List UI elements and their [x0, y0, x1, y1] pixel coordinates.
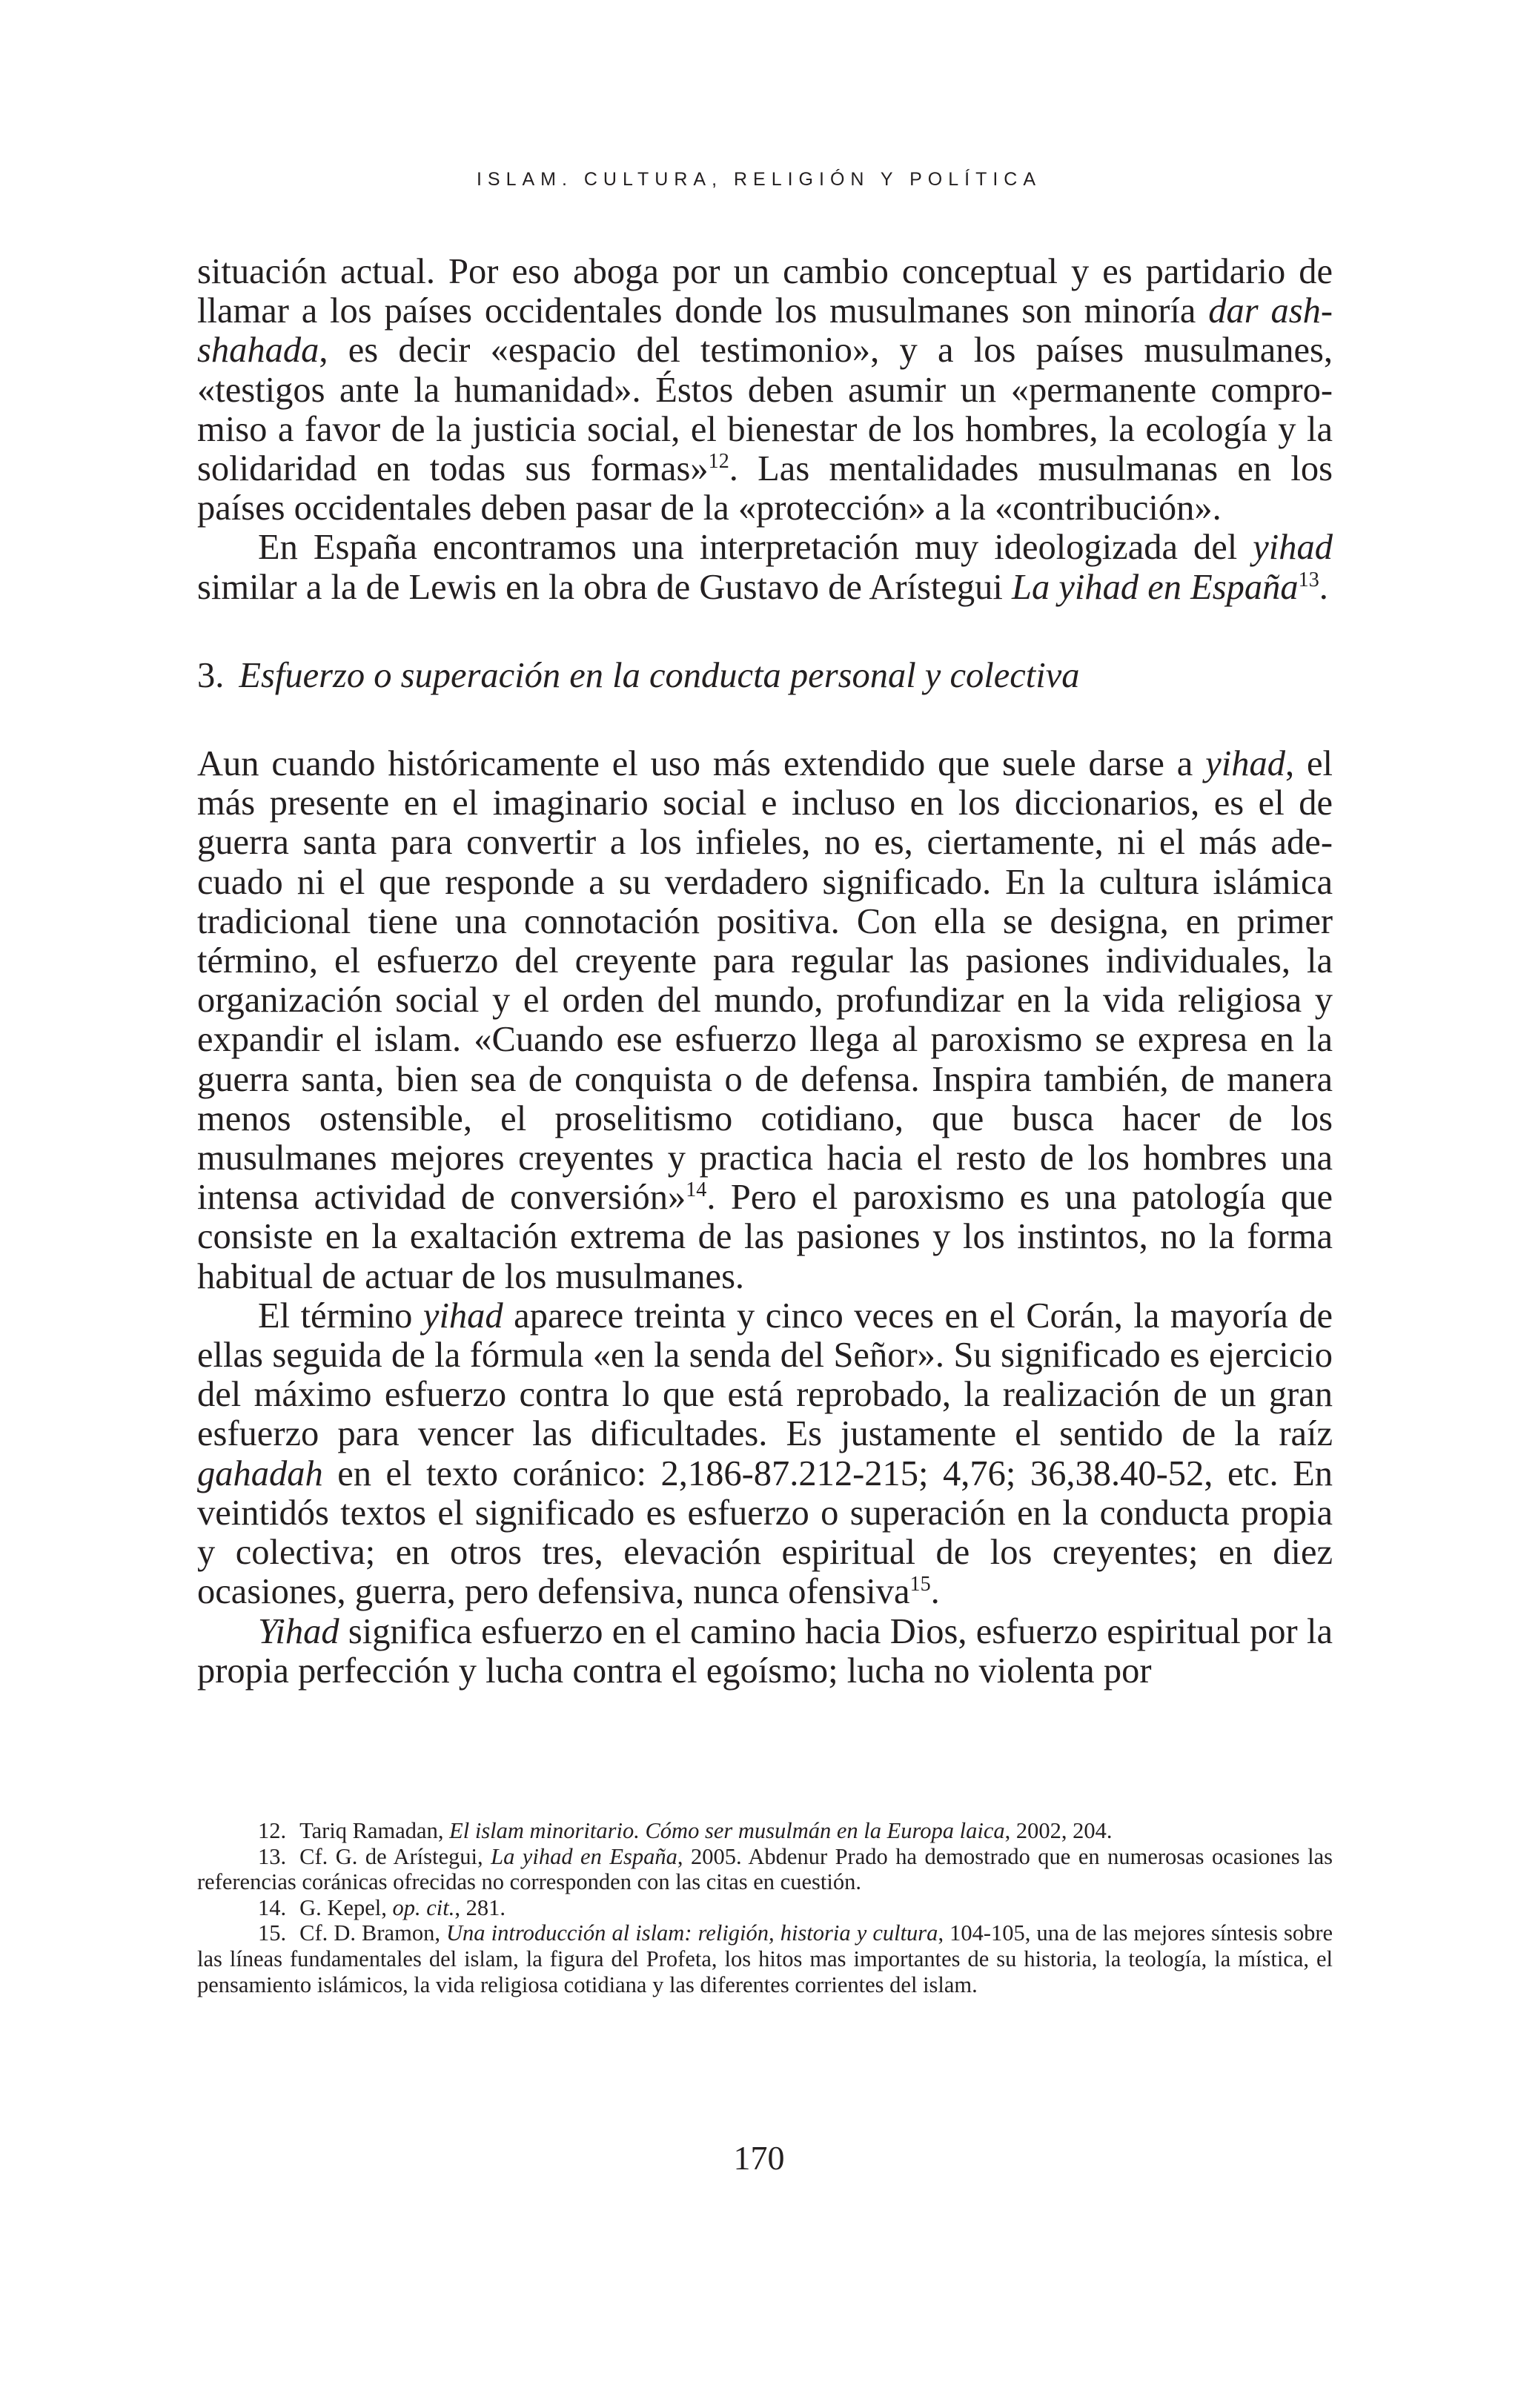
- italic-term: Yihad: [258, 1611, 339, 1651]
- book-title: La yihad en España: [1012, 567, 1299, 607]
- book-title: Una introducción al islam: religión, historia y cultura: [446, 1920, 938, 1946]
- text-run: Aun cuando históricamente el uso más extendido que suele darse a: [197, 744, 1206, 784]
- text-run: , 281.: [454, 1894, 506, 1920]
- text-run: situación actual. Por eso aboga por un cambio conceptual y es partidario de llamar a los países occidentales donde los musulmanes son minoría: [197, 252, 1333, 331]
- footnote-ref-12[interactable]: 12: [708, 449, 729, 473]
- italic-term: gahadah: [197, 1453, 323, 1493]
- main-text: [197, 252, 1333, 1691]
- section-number: 3.: [197, 655, 225, 695]
- text-run: Cf. G. de Arístegui,: [299, 1843, 491, 1869]
- book-title: La yihad en España: [491, 1843, 677, 1869]
- section-heading: [197, 656, 1333, 695]
- italic-term: yihad: [1205, 744, 1285, 784]
- paragraph-2: [197, 528, 1333, 606]
- text-run: . Pero el paroxismo es una patología que consiste en la exaltación extrema de las pasiones y los instintos, no la forma habitual de actuar de los musulmanes.: [197, 1178, 1333, 1296]
- footnote-15: [197, 1920, 1333, 1997]
- footnote-ref-13[interactable]: 13: [1298, 568, 1319, 591]
- paragraph-4: [197, 1296, 1333, 1612]
- text-run: significa esfuerzo en el camino hacia Dios, esfuerzo espiritual por la propia perfección y lucha contra el egoísmo; lucha no violenta por: [197, 1611, 1333, 1691]
- footnote-14: [197, 1895, 1333, 1921]
- text-run: similar a la de Lewis en la obra de Gustavo de Arístegui: [197, 567, 1012, 607]
- text-run: , 104-105, una de las mejores síntesis sobre las líneas fundamentales del islam, la figura del Profeta, los hitos mas importantes de su historia, la teología, la mística, el pensamiento islámicos, la vida religiosa cotidiana y las diferentes corrientes del islam.: [197, 1920, 1333, 1997]
- footnote-number: 14.: [258, 1894, 287, 1920]
- footnote-ref-15[interactable]: 15: [909, 1573, 931, 1596]
- italic-term: yihad: [422, 1296, 503, 1336]
- text-run: En España encontramos una interpretación muy ideologizada del: [258, 528, 1253, 568]
- text-run: , es decir «espacio del testimonio», y a los países musulmanes, «testigos ante la humanidad». Éstos deben asumir un «permanente compromiso a favor de la justicia social, el bienestar de los hombres, la ecología y la solidaridad en todas sus formas»: [197, 331, 1333, 489]
- text-run: . Las mentalidades musulmanas en los países occidentales deben pasar de la «protección» a la «contribución».: [197, 449, 1333, 528]
- text-run: aparece treinta y cinco veces en el Corán, la mayoría de ellas seguida de la fórmula «en la senda del Señor». Su significado es ejercicio del máximo esfuerzo contra lo que está reprobado, la realización de un gran esfuerzo para vencer las dificultades. Es justamente el sentido de la raíz: [197, 1296, 1333, 1454]
- paragraph-3: [197, 744, 1333, 1296]
- book-title: El islam minoritario. Cómo ser musulmán en la Europa laica: [449, 1818, 1005, 1843]
- italic-term: dar ash-shahada: [197, 291, 1333, 371]
- italic-term: op. cit.: [392, 1894, 455, 1920]
- footnote-number: 12.: [258, 1818, 287, 1843]
- text-run: Cf. D. Bramon,: [299, 1920, 447, 1946]
- paragraph-1: [197, 252, 1333, 528]
- text-run: Tariq Ramadan,: [299, 1818, 450, 1843]
- footnote-12: [197, 1818, 1333, 1844]
- text-run: G. Kepel,: [299, 1894, 393, 1920]
- footnote-number: 15.: [258, 1920, 287, 1946]
- text-run: El término: [258, 1296, 423, 1336]
- paragraph-5: [197, 1612, 1333, 1691]
- text-run: en el texto coránico: 2,186-87.212-215; 4,76; 36,38.40-52, etc. En veintidós textos el significado es esfuerzo o superación en la conducta propia y colectiva; en otros tres, elevación espiritual de los creyentes; en diez ocasiones, guerra, pero defensiva, nunca ofensiva: [197, 1453, 1333, 1612]
- section-title: Esfuerzo o superación en la conducta personal y colectiva: [239, 655, 1080, 695]
- text-run: , 2002, 204.: [1004, 1818, 1113, 1843]
- footnote-13: [197, 1844, 1333, 1895]
- running-head: ISLAM. CULTURA, RELIGIÓN Y POLÍTICA: [476, 169, 1042, 190]
- footnotes: [197, 1818, 1333, 1997]
- page-number: 170: [733, 2139, 785, 2177]
- text-run: , el más presente en el imaginario social e incluso en los diccionarios, es el de guerra santa para convertir a los infieles, no es, ciertamente, ni el más adecuado ni el que responde a su verdadero significado. En la cultura islámica tradicional tiene una connotación positiva. Con ella se designa, en primer término, el esfuerzo del creyente para regular las pasiones individuales, la organización social y el orden del mundo, profundizar en la vida religiosa y expandir el islam. «Cuando ese esfuerzo llega al paroxismo se expresa en la guerra santa, bien sea de conquista o de defensa. Inspira también, de manera menos ostensible, el proselitismo cotidiano, que busca hacer de los musulmanes mejores creyentes y practica hacia el resto de los hombres una intensa actividad de conversión»: [197, 744, 1333, 1218]
- footnote-ref-14[interactable]: 14: [686, 1178, 707, 1202]
- footnote-number: 13.: [258, 1843, 287, 1869]
- italic-term: yihad: [1253, 528, 1333, 568]
- text-run: .: [1319, 567, 1328, 607]
- text-run: , 2005. Abdenur Prado ha demostrado que en numerosas ocasiones las referencias coránicas ofrecidas no corresponden con las citas en cuestión.: [197, 1843, 1333, 1895]
- text-run: .: [930, 1572, 940, 1612]
